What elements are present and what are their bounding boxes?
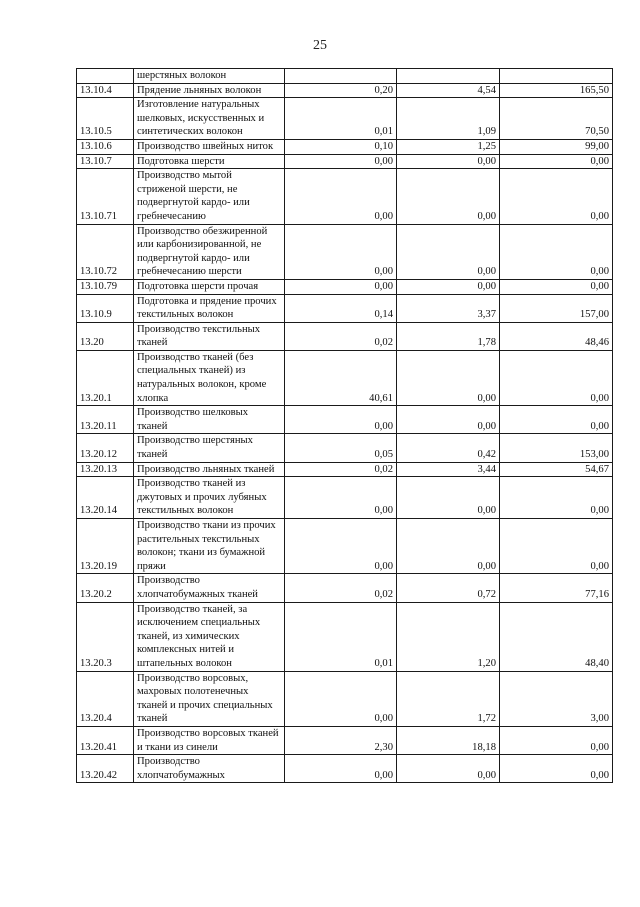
activity-name: Производство шелковых тканей (134, 406, 285, 434)
value-col-2: 3,37 (397, 294, 500, 322)
value-col-1: 0,00 (285, 406, 397, 434)
value-col-3: 0,00 (500, 755, 613, 783)
activity-name: Производство тканей, за исключением специальных тканей, из химических комплексных нитей и штапельных волокон (134, 602, 285, 671)
value-col-3: 99,00 (500, 139, 613, 154)
value-col-2: 0,00 (397, 406, 500, 434)
value-col-3: 3,00 (500, 671, 613, 726)
value-col-3: 48,46 (500, 322, 613, 350)
activity-code: 13.20.41 (77, 726, 134, 754)
activity-code: 13.20.42 (77, 755, 134, 783)
activity-code: 13.10.9 (77, 294, 134, 322)
value-col-2: 0,00 (397, 477, 500, 519)
table-row (77, 69, 613, 84)
value-col-1: 0,02 (285, 322, 397, 350)
activity-name: Производство шерстяных тканей (134, 434, 285, 462)
table-row (77, 154, 613, 169)
table-row (77, 671, 613, 726)
value-col-1: 0,00 (285, 279, 397, 294)
activity-code: 13.20.12 (77, 434, 134, 462)
value-col-1 (285, 69, 397, 84)
value-col-2: 0,00 (397, 519, 500, 574)
table-row (77, 279, 613, 294)
value-col-1: 0,01 (285, 602, 397, 671)
value-col-1: 0,00 (285, 224, 397, 279)
activity-name: Производство хлопчатобумажных тканей (134, 574, 285, 602)
value-col-1: 0,00 (285, 755, 397, 783)
value-col-2: 0,00 (397, 755, 500, 783)
activity-code: 13.20.19 (77, 519, 134, 574)
activity-name: Производство мытой стриженой шерсти, не подвергнутой кардо- или гребнечесанию (134, 169, 285, 224)
activity-name: шерстяных волокон (134, 69, 285, 84)
table-row (77, 169, 613, 224)
activity-name: Подготовка шерсти (134, 154, 285, 169)
value-col-2: 0,42 (397, 434, 500, 462)
value-col-3 (500, 69, 613, 84)
value-col-2: 0,00 (397, 224, 500, 279)
table-row (77, 322, 613, 350)
value-col-2: 3,44 (397, 462, 500, 477)
value-col-2: 0,00 (397, 154, 500, 169)
value-col-1: 0,00 (285, 169, 397, 224)
value-col-3: 153,00 (500, 434, 613, 462)
activity-code: 13.10.72 (77, 224, 134, 279)
value-col-2: 1,72 (397, 671, 500, 726)
value-col-2: 1,20 (397, 602, 500, 671)
value-col-2: 0,72 (397, 574, 500, 602)
activity-name: Производство обезжиренной или карбонизированной, не подвергнутой кардо- или гребнечесанию шерсти (134, 224, 285, 279)
value-col-1: 0,05 (285, 434, 397, 462)
okved-table (76, 68, 613, 783)
table-row (77, 519, 613, 574)
value-col-1: 0,00 (285, 154, 397, 169)
value-col-3: 0,00 (500, 169, 613, 224)
value-col-3: 0,00 (500, 224, 613, 279)
activity-name: Подготовка шерсти прочая (134, 279, 285, 294)
value-col-2: 1,25 (397, 139, 500, 154)
value-col-2 (397, 69, 500, 84)
value-col-1: 0,02 (285, 462, 397, 477)
activity-code: 13.10.6 (77, 139, 134, 154)
table-row (77, 755, 613, 783)
page-number: 25 (313, 38, 327, 53)
value-col-2: 18,18 (397, 726, 500, 754)
activity-code: 13.20 (77, 322, 134, 350)
value-col-1: 0,00 (285, 477, 397, 519)
activity-code: 13.20.1 (77, 350, 134, 405)
value-col-1: 0,00 (285, 671, 397, 726)
activity-code: 13.10.5 (77, 98, 134, 140)
activity-name: Прядение льняных волокон (134, 83, 285, 98)
activity-name: Производство тканей из джутовых и прочих лубяных текстильных волокон (134, 477, 285, 519)
table-row (77, 406, 613, 434)
value-col-3: 54,67 (500, 462, 613, 477)
table-row (77, 139, 613, 154)
okved-table-body (77, 69, 613, 783)
value-col-2: 1,09 (397, 98, 500, 140)
activity-code: 13.10.4 (77, 83, 134, 98)
activity-name: Производство льняных тканей (134, 462, 285, 477)
value-col-1: 0,01 (285, 98, 397, 140)
value-col-3: 70,50 (500, 98, 613, 140)
value-col-3: 0,00 (500, 726, 613, 754)
value-col-3: 157,00 (500, 294, 613, 322)
activity-name: Подготовка и прядение прочих текстильных волокон (134, 294, 285, 322)
value-col-2: 0,00 (397, 279, 500, 294)
activity-code: 13.10.7 (77, 154, 134, 169)
value-col-3: 0,00 (500, 279, 613, 294)
activity-name: Производство ткани из прочих растительных текстильных волокон; ткани из бумажной пряжи (134, 519, 285, 574)
value-col-2: 0,00 (397, 350, 500, 405)
activity-code: 13.20.3 (77, 602, 134, 671)
activity-name: Производство ворсовых тканей и ткани из синели (134, 726, 285, 754)
value-col-1: 0,10 (285, 139, 397, 154)
table-row (77, 98, 613, 140)
value-col-1: 0,20 (285, 83, 397, 98)
value-col-1: 2,30 (285, 726, 397, 754)
activity-code (77, 69, 134, 84)
value-col-2: 4,54 (397, 83, 500, 98)
value-col-1: 0,00 (285, 519, 397, 574)
table-row (77, 350, 613, 405)
table-row (77, 477, 613, 519)
activity-name: Производство ворсовых, махровых полотенечных тканей и прочих специальных тканей (134, 671, 285, 726)
value-col-3: 77,16 (500, 574, 613, 602)
activity-code: 13.20.2 (77, 574, 134, 602)
activity-name: Изготовление натуральных шелковых, искусственных и синтетических волокон (134, 98, 285, 140)
value-col-3: 165,50 (500, 83, 613, 98)
activity-code: 13.10.79 (77, 279, 134, 294)
table-row (77, 294, 613, 322)
value-col-3: 0,00 (500, 519, 613, 574)
activity-name: Производство тканей (без специальных тканей) из натуральных волокон, кроме хлопка (134, 350, 285, 405)
table-row (77, 574, 613, 602)
activity-name: Производство хлопчатобумажных (134, 755, 285, 783)
table-row (77, 83, 613, 98)
table-row (77, 602, 613, 671)
table-row (77, 224, 613, 279)
table-row (77, 726, 613, 754)
activity-code: 13.20.11 (77, 406, 134, 434)
value-col-3: 0,00 (500, 154, 613, 169)
activity-code: 13.20.13 (77, 462, 134, 477)
activity-name: Производство текстильных тканей (134, 322, 285, 350)
table-row (77, 462, 613, 477)
activity-code: 13.10.71 (77, 169, 134, 224)
activity-name: Производство швейных ниток (134, 139, 285, 154)
value-col-1: 0,02 (285, 574, 397, 602)
value-col-1: 0,14 (285, 294, 397, 322)
value-col-2: 1,78 (397, 322, 500, 350)
value-col-3: 0,00 (500, 477, 613, 519)
activity-code: 13.20.14 (77, 477, 134, 519)
activity-code: 13.20.4 (77, 671, 134, 726)
value-col-3: 48,40 (500, 602, 613, 671)
table-row (77, 434, 613, 462)
value-col-2: 0,00 (397, 169, 500, 224)
value-col-3: 0,00 (500, 406, 613, 434)
value-col-3: 0,00 (500, 350, 613, 405)
value-col-1: 40,61 (285, 350, 397, 405)
